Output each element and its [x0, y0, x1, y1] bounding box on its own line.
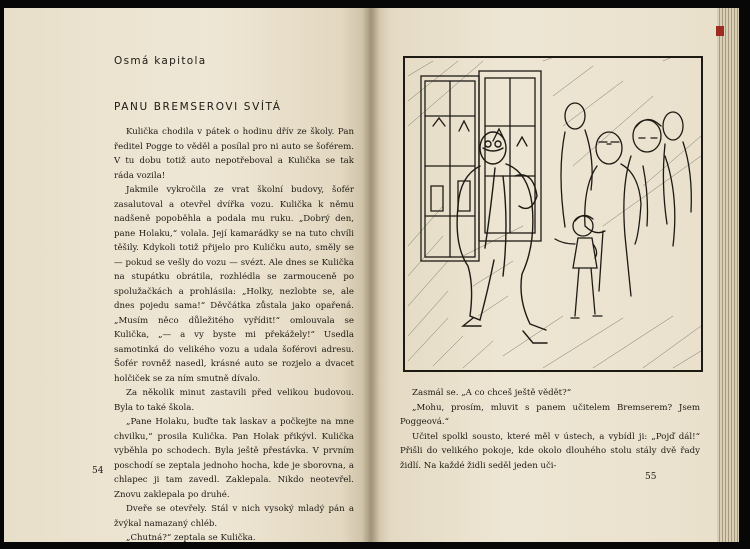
teachers-group — [561, 103, 691, 296]
illustration-frame — [404, 57, 702, 371]
right-body-text — [400, 386, 700, 473]
girl-figure — [555, 215, 602, 318]
right-page — [370, 8, 717, 542]
paragraph: Učitel spolkl sousto, které měl v ústech, a vybídl ji: „Pojď dál!“ Přišli do velikého pokoje, kde okolo dlouhého stolu stály dvě řady židlí. Na každé židli seděl jeden uči- — [400, 431, 700, 471]
paragraph: Jakmile vykročila ze vrat školní budovy, šofér zasalutoval a otevřel dvířka vozu. Kulička k němu nadšeně popoběhla a podala mu ruku. „Dobrý den, pane Holaku,“ volala. Její kamarádky se na tuto chvíli těšily. Kdykoli totiž přijelo pro Kuličku auto, směly se — pokud se vešly do vozu — svézt. Ale dnes se Kulička na stupátku obrátila, rozhlédla se zarmouceně po spolužačkách a prohlásila: „Holky, nezlobte se, ale dnes pojedu sama!“ Děvčátka zůstala jako opařená. „Musím něco důležitého vyřídit!“ omlouvala se Kulička, „— a vy byste mi překážely!“ Usedla samotinká do velikého vozu a udala šoférovi adresu. Šofér rovněž nasedl, krásné auto se rozjelo a dvacet holčiček se za ním smutně dívalo. — [114, 185, 354, 384]
left-page — [4, 8, 370, 542]
teacher-figure — [457, 132, 547, 343]
window-frame — [421, 71, 541, 261]
chapter-heading: PANU BREMSEROVI SVÍTÁ — [114, 101, 282, 113]
left-body-text — [114, 125, 354, 542]
paragraph: „Mohu, prosím, mluvit s panem učitelem Bremserem? Jsem Poggeová.“ — [400, 402, 700, 427]
wall-hatching — [408, 56, 701, 368]
illustration — [403, 56, 703, 372]
paragraph: Za několik minut zastavili před velikou budovou. Byla to také škola. — [114, 388, 354, 413]
paragraph: Kulička chodila v pátek o hodinu dřív ze školy. Pan ředitel Pogge to věděl a posílal pro ni auto se šoférem. V tu dobu totiž auto nepotřeboval a Kulička se tak ráda vozila! — [114, 127, 354, 181]
bookmark-ribbon — [716, 26, 724, 36]
page-edges — [717, 8, 739, 542]
paragraph: Zasmál se. „A co chceš ještě vědět?“ — [412, 388, 572, 398]
chapter-label: Osmá kapitola — [114, 55, 207, 67]
paragraph: „Chutná?“ zeptala se Kulička. — [126, 533, 256, 542]
book-spine — [362, 8, 380, 542]
paragraph: Dveře se otevřely. Stál v nich vysoký mladý pán a žvýkal namazaný chléb. — [114, 504, 354, 529]
page-number-left: 54 — [92, 466, 104, 476]
paragraph: „Pane Holaku, buďte tak laskav a počkejte na mne chvilku,“ prosila Kulička. Pan Holak přikývl. Kulička vyběhla po schodech. Byla ještě přestávka. V prvním poschodí se zeptala jednoho hocha, kde je sborovna, a chlapec ji tam zavedl. Zaklepala. Nikdo neotevřel. Znovu zaklepala po druhé. — [114, 417, 354, 500]
open-book — [4, 8, 742, 542]
page-number-right: 55 — [645, 472, 657, 482]
